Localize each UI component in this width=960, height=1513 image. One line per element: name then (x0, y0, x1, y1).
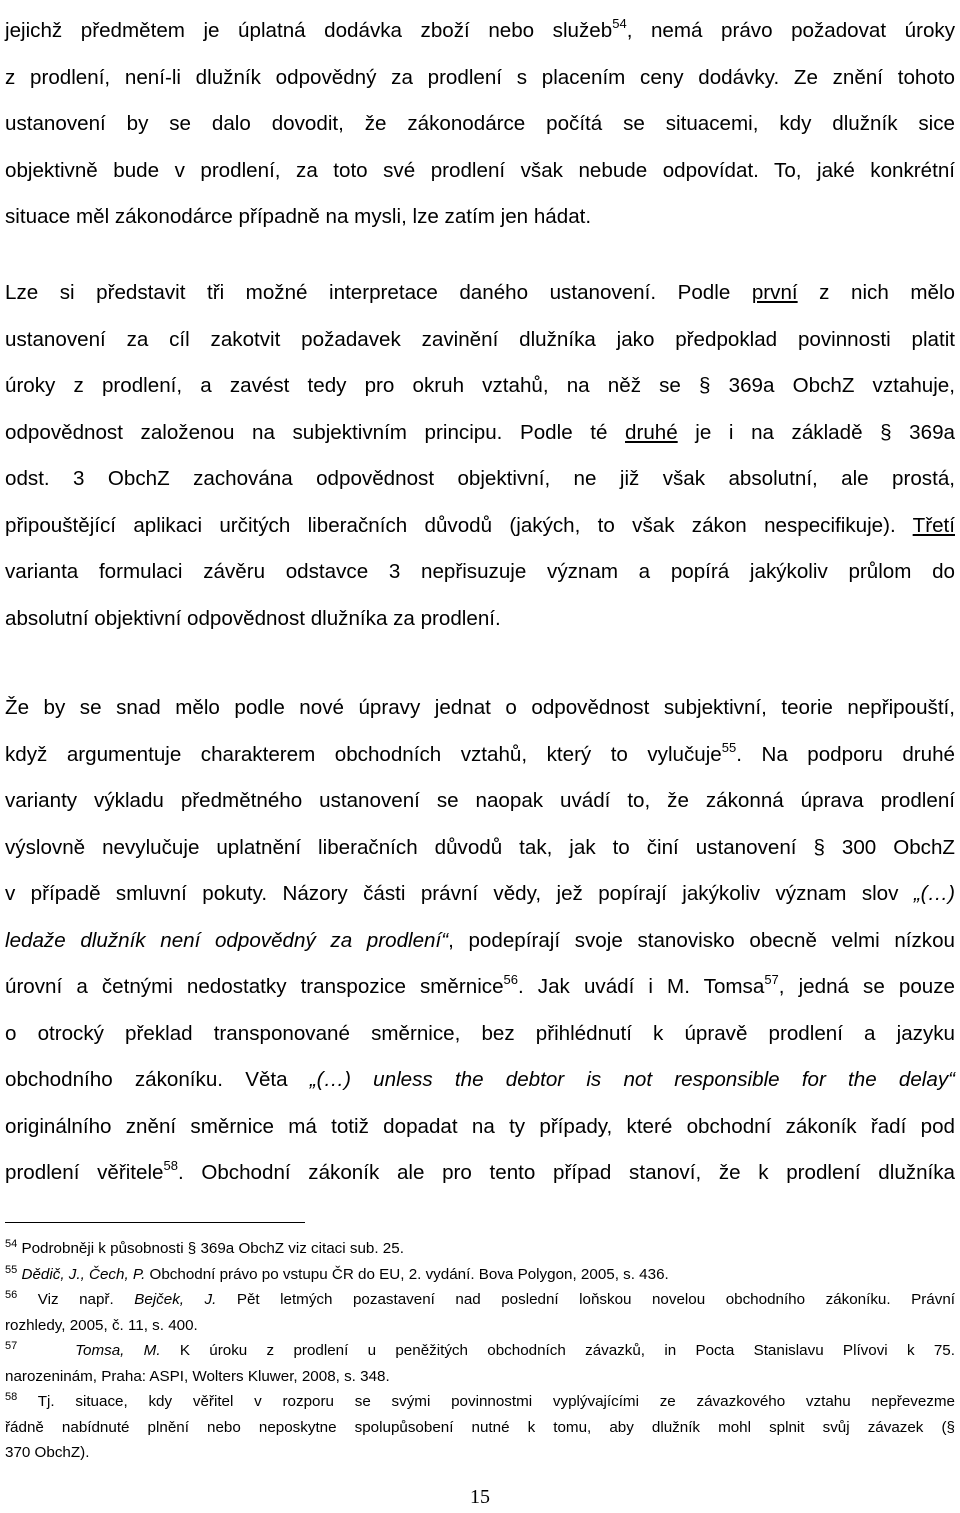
text-line: odst. 3 ObchZ zachována odpovědnost objektivní, ne již však absolutní, ale prostá, (5, 467, 955, 490)
footnote-author: Tomsa, M. (75, 1342, 161, 1359)
text-line (5, 1057, 955, 1104)
footnote-number: 57 (5, 1340, 18, 1352)
footnote-text: Podrobněji k působnosti § 369a ObchZ viz citaci sub. 25. (17, 1240, 404, 1257)
text-line (5, 1150, 955, 1197)
footnote-57-cont: narozeninám, Praha: ASPI, Wolters Kluwer, 2008, s. 348. (5, 1367, 390, 1385)
text-span: úrovní a četnými nedostatky transpozice směrnice (5, 975, 504, 998)
page-number: 15 (470, 1486, 490, 1508)
text-span: jejichž předmětem je úplatná dodávka zboží nebo služeb (5, 19, 613, 42)
text-span: obchodního zákoníku. Věta (5, 1068, 310, 1091)
italic-quote: „(…) (913, 882, 955, 905)
text-span: . Na podporu druhé (736, 742, 955, 766)
text-line (5, 918, 955, 965)
text-span: když argumentuje charakterem obchodních vztahů, který to vylučuje (5, 742, 722, 766)
footnote-56-cont: rozhledy, 2005, č. 11, s. 400. (5, 1316, 198, 1334)
text-line (5, 8, 955, 55)
footnote-56 (5, 1287, 955, 1313)
footnote-number: 54 (5, 1238, 18, 1250)
underlined-text: první (751, 281, 798, 304)
text-span: z nich mělo (797, 281, 955, 304)
underlined-text: Třetí (912, 513, 955, 537)
footnote-58-cont: 370 ObchZ). (5, 1444, 90, 1461)
text-line: objektivně bude v prodlení, za toto své prodlení však nebude odpovídat. To, jaké konkrétní (5, 158, 955, 182)
footnote-58-cont: řádně nabídnuté plnění nebo neposkytne spolupůsobení nutné k tomu, aby dlužník mohl splnit svůj závazek (§ (5, 1418, 955, 1436)
footnote-57 (5, 1338, 955, 1364)
text-line: situace měl zákonodárce případně na mysli, lze zatím jen hádat. (5, 205, 592, 228)
text-line: úroky z prodlení, a zavést tedy pro okruh vztahů, na něž se § 369a ObchZ vztahuje, (5, 374, 955, 397)
footnote-text: Pět letmých pozastavení nad poslední loňskou novelou obchodního zákoníku. Právní (216, 1291, 955, 1308)
text-line: varianta formulaci závěru odstavce 3 nepřisuzuje význam a popírá jakýkoliv průlom do (5, 560, 955, 583)
underlined-text: druhé (625, 420, 678, 444)
footnote-number: 58 (5, 1391, 18, 1403)
text-span: , nemá právo požadovat úroky (626, 19, 956, 42)
paragraph-1 (5, 8, 955, 241)
text-line: z prodlení, není-li dlužník odpovědný za prodlení s placením ceny dodávky. Ze znění tohoto (5, 65, 955, 89)
footnote-58 (5, 1389, 955, 1415)
footnote-ref[interactable]: 55 (721, 739, 737, 755)
text-span: je i na základě § 369a (677, 420, 955, 444)
text-span: připouštějící aplikaci určitých liberačních důvodů (jakých, to však zákon nespecifikuje). (5, 513, 913, 537)
footnote-number: 56 (5, 1289, 18, 1301)
text-line: výslovně nevylučuje uplatnění liberačních důvodů tak, jak to činí ustanovení § 300 ObchZ (5, 835, 955, 859)
footnotes (5, 1236, 955, 1466)
footnote-55 (5, 1262, 955, 1288)
footnote-text: K úroku z prodlení u peněžitých obchodních závazků, in Pocta Stanislavu Plívovi k 75. (160, 1342, 955, 1359)
paragraph-3 (5, 685, 955, 1197)
text-span: Lze si představit tři možné interpretace daného ustanovení. Podle (5, 281, 752, 304)
text-line (5, 732, 955, 779)
italic-quote: „(…) unless the debtor is not responsible for the delay“ (309, 1068, 955, 1091)
footnote-author: Dědič, J., Čech, P. (21, 1265, 146, 1283)
footnote-ref[interactable]: 56 (503, 972, 518, 987)
footnote-54 (5, 1236, 955, 1262)
footnote-ref[interactable]: 57 (764, 972, 779, 987)
footnote-text: Tj. situace, kdy věřitel v rozporu se svými povinnostmi vyplývajícími ze závazkového vztahu nepřevezme (17, 1393, 955, 1410)
footnote-text: Obchodní právo po vstupu ČR do EU, 2. vydání. Bova Polygon, 2005, s. 436. (145, 1265, 669, 1283)
footnote-number: 55 (5, 1263, 18, 1276)
paragraph-2 (5, 270, 955, 642)
text-span: prodlení věřitele (5, 1161, 164, 1184)
text-span: . Obchodní zákoník ale pro tento případ stanoví, že k prodlení dlužníka (177, 1161, 956, 1184)
text-line (5, 503, 955, 550)
text-span: odpovědnost založenou na subjektivním principu. Podle té (5, 420, 626, 444)
text-line: varianty výkladu předmětného ustanovení se naopak uvádí to, že zákonná úprava prodlení (5, 789, 955, 812)
footnote-ref[interactable]: 58 (163, 1158, 178, 1173)
text-line: o otrocký překlad transponované směrnice, bez přihlédnutí k úpravě prodlení a jazyku (5, 1021, 955, 1045)
footnote-separator (5, 1222, 305, 1223)
text-line (5, 410, 955, 457)
footnote-author: Bejček, J. (134, 1291, 217, 1308)
text-span: , jedná se pouze (778, 975, 956, 998)
text-span: v případě smluvní pokuty. Názory části právní vědy, jež popírají jakýkoliv význam slov (5, 882, 914, 905)
text-line: absolutní objektivní odpovědnost dlužníka za prodlení. (5, 606, 501, 630)
text-line (5, 270, 955, 317)
text-line: Že by se snad mělo podle nové úpravy jednat o odpovědnost subjektivní, teorie nepřipouští, (5, 696, 955, 719)
text-span: , podepírají svoje stanovisko obecně velmi nízkou (448, 928, 955, 952)
text-line: ustanovení by se dalo dovodit, že zákonodárce počítá se situacemi, kdy dlužník sice (5, 112, 955, 135)
footnote-ref[interactable]: 54 (612, 16, 627, 31)
text-line (5, 964, 955, 1011)
text-span: . Jak uvádí i M. Tomsa (518, 975, 765, 998)
footnote-text: Viz např. (17, 1291, 135, 1308)
text-line: originálního znění směrnice má totiž dopadat na ty případy, které obchodní zákoník řadí pod (5, 1114, 955, 1138)
text-line: ustanovení za cíl zakotvit požadavek zavinění dlužníka jako předpoklad povinnosti platit (5, 327, 955, 351)
italic-quote: ledaže dlužník není odpovědný za prodlení“ (5, 928, 449, 952)
text-line (5, 871, 955, 918)
